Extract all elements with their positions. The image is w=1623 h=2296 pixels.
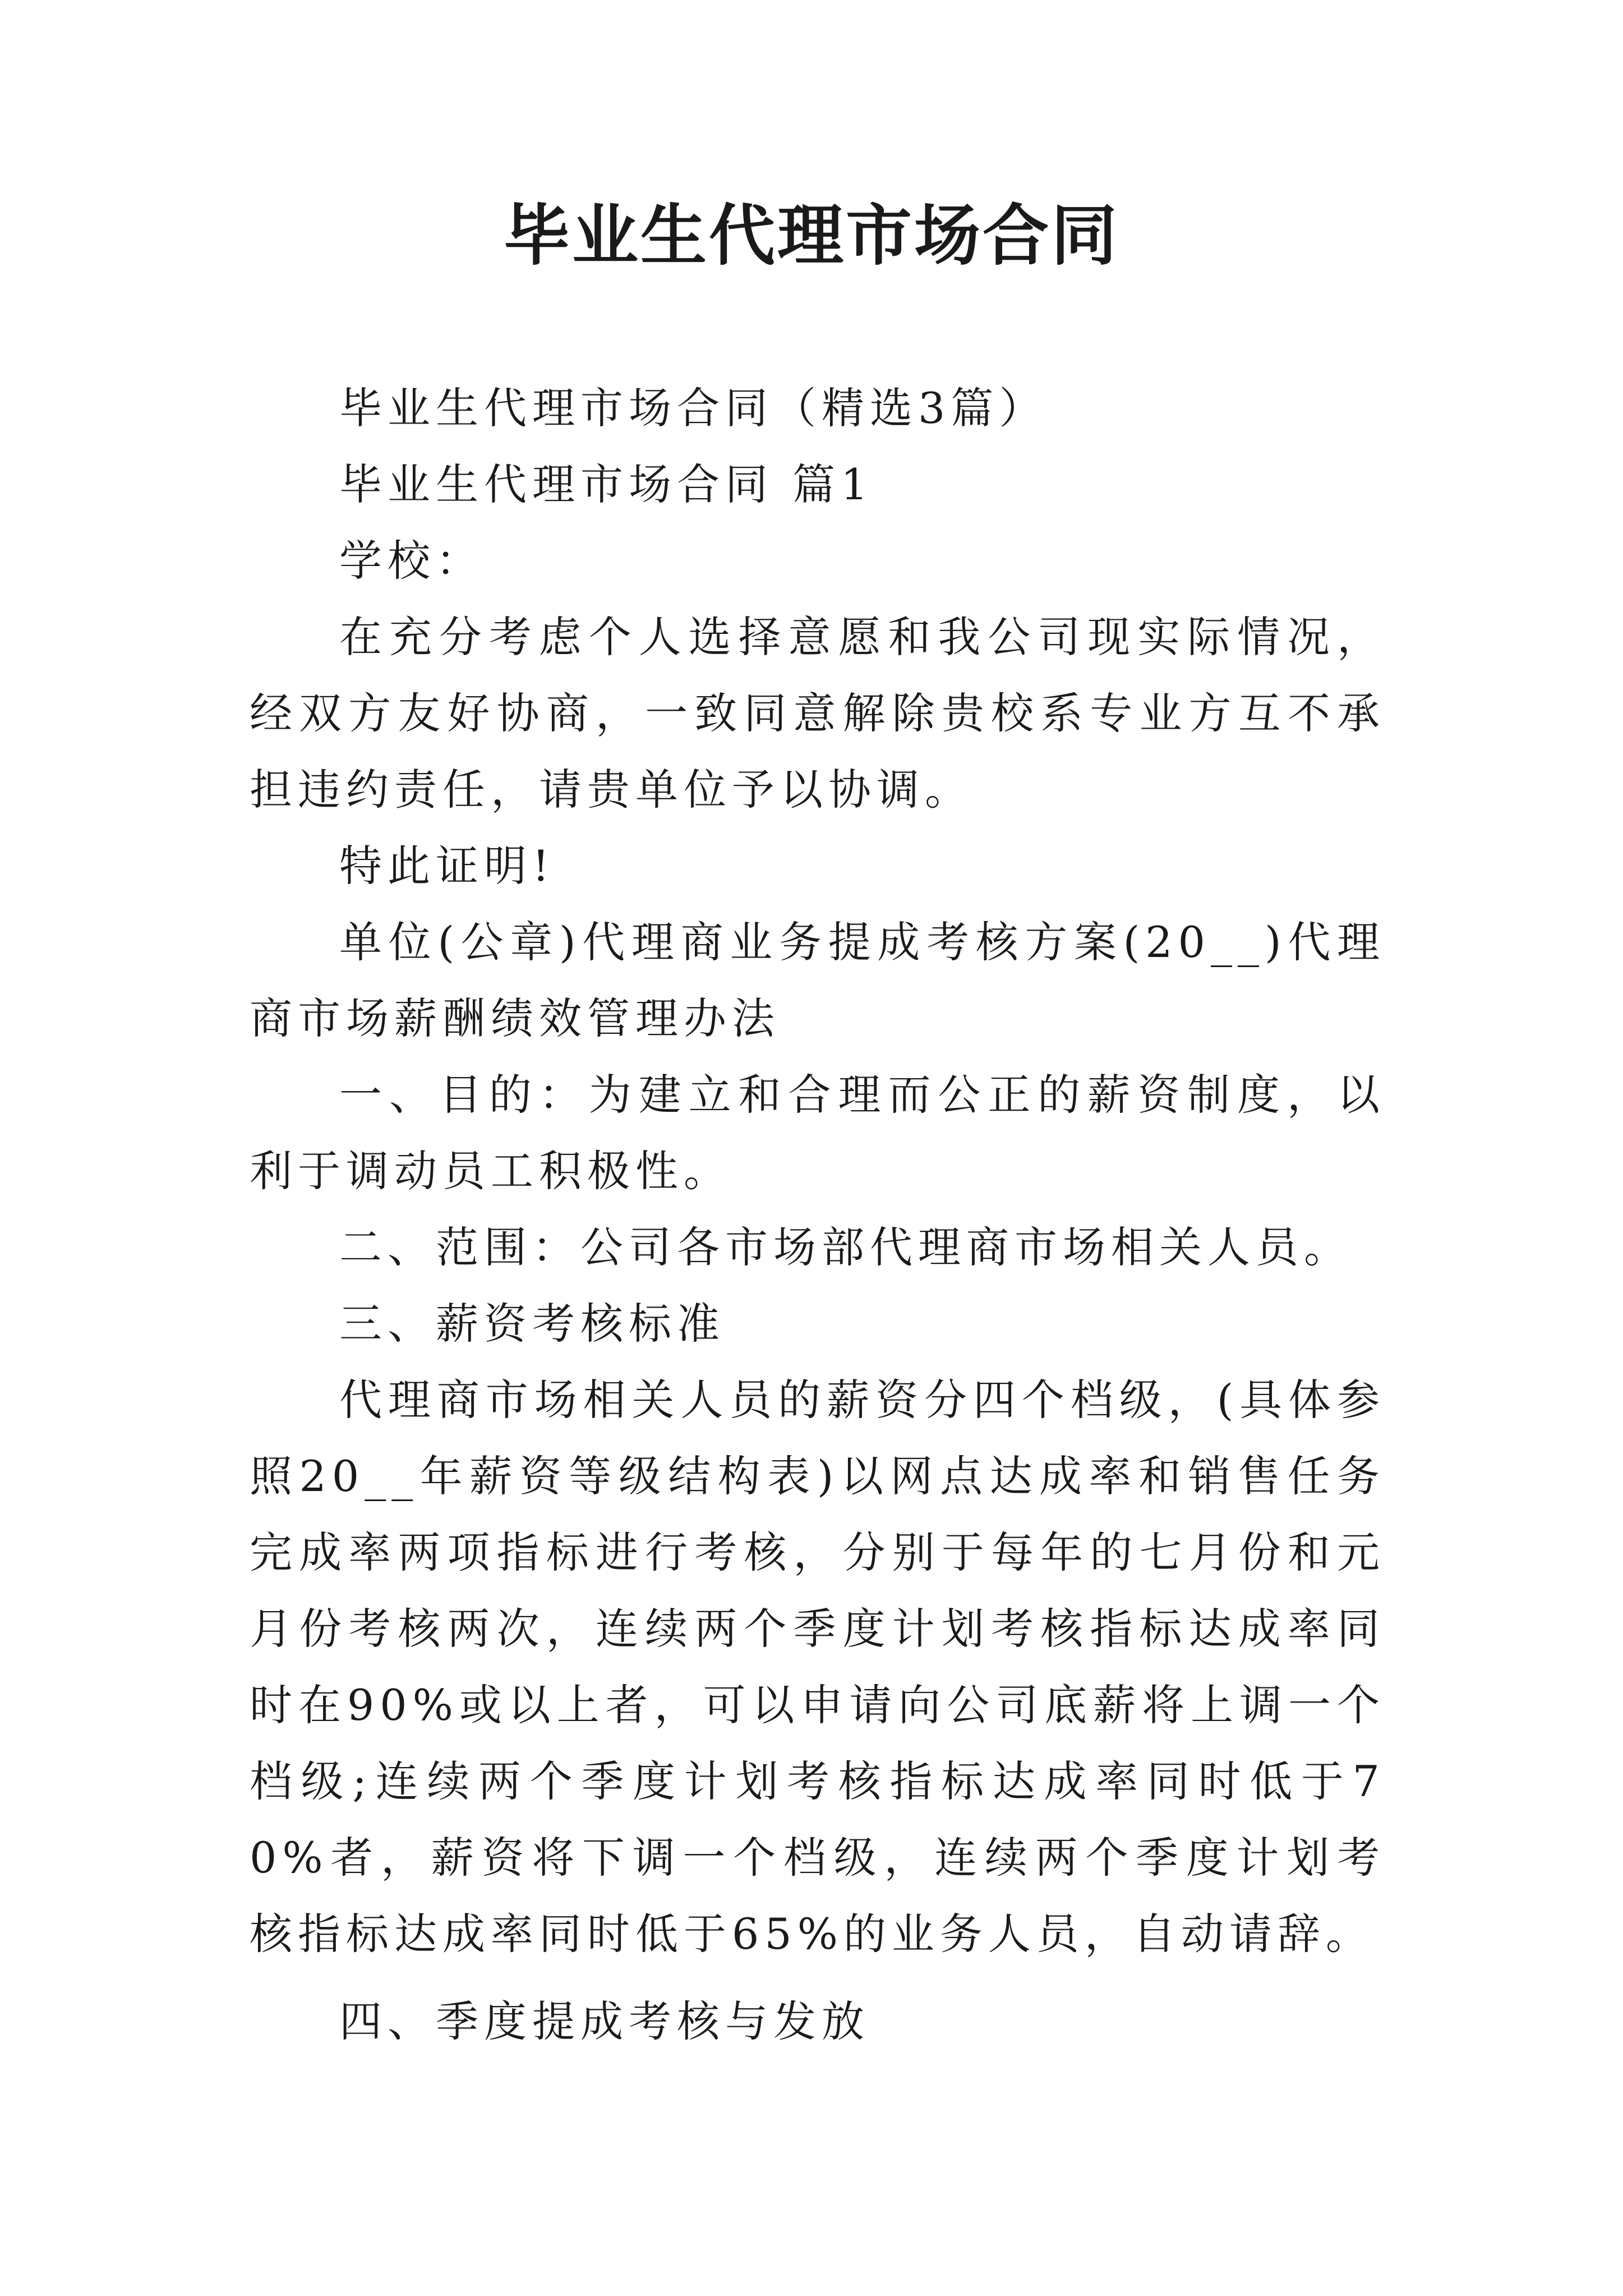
paragraph-addressee: 学校：: [339, 536, 484, 586]
paragraph-standard-heading: 三、薪资考核标准: [339, 1299, 725, 1349]
paragraph-subtitle: 毕业生代理市场合同（精选3篇）: [339, 383, 1048, 433]
paragraph-section-heading: 毕业生代理市场合同 篇1: [339, 459, 874, 509]
document-body: [250, 370, 1385, 2060]
paragraph-commission-heading: 四、季度提成考核与发放: [339, 1996, 870, 2046]
paragraph-certification: 特此证明!: [339, 841, 555, 891]
paragraph-plan-title: 单位(公章)代理商业务提成考核方案(20__)代理商市场薪酬绩效管理办法: [250, 917, 1385, 1043]
paragraph-scope: 二、范围：公司各市场部代理商市场相关人员。: [339, 1222, 1352, 1272]
paragraph-standard-body: 代理商市场相关人员的薪资分四个档级，(具体参照20__年薪资等级结构表)以网点达成率和销售任务完成率两项指标进行考核，分别于每年的七月份和元月份考核两次，连续两个季度计划考核指标达成率同时在90%或以上者，可以申请向公司底薪将上调一个档级;连续两个季度计划考核指标达成率同时低于70%者，薪资将下调一个档级，连续两个季度计划考核指标达成率同时低于65%的业务人员，自动请辞。: [250, 1375, 1385, 1959]
document-title: 毕业生代理市场合同: [503, 197, 1119, 274]
paragraph-purpose: 一、目的：为建立和合理而公正的薪资制度，以利于调动员工积极性。: [250, 1070, 1385, 1196]
paragraph-body: 在充分考虑个人选择意愿和我公司现实际情况，经双方友好协商，一致同意解除贵校系专业方互不承担违约责任，请贵单位予以协调。: [250, 612, 1385, 815]
